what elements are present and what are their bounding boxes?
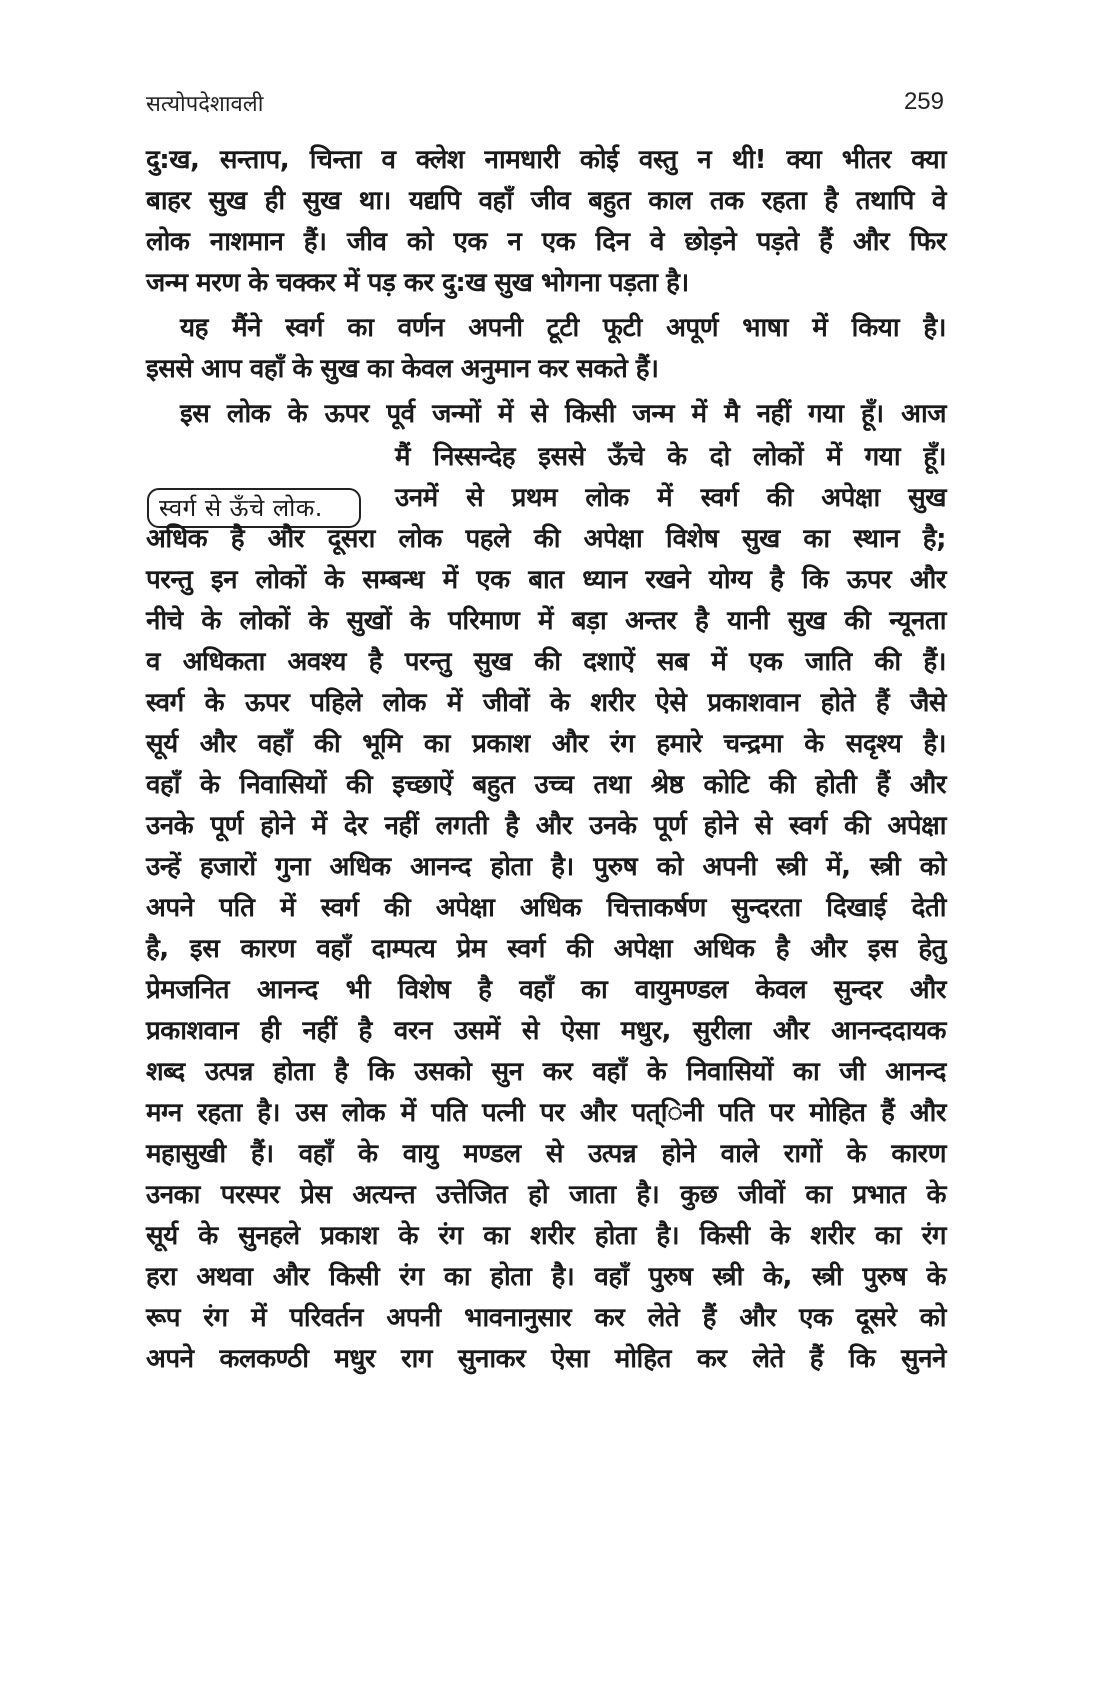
text-line: लोक नाशमान हैं। जीव को एक न एक दिन वे छोड़ने पड़ते हैं और फिर (146, 227, 946, 257)
text-line: इस लोक के ऊपर पूर्व जन्मों में से किसी जन्म में मै नहीं गया हूँ। आज (180, 399, 946, 429)
page-number: 259 (903, 88, 944, 115)
text-line: जन्म मरण के चक्कर में पड़ कर दु:ख सुख भोगना पड़ता है। (146, 268, 689, 298)
text-line: उनमें से प्रथम लोक में स्वर्ग की अपेक्षा सुख (395, 483, 946, 513)
text-line: सूर्य और वहाँ की भूमि का प्रकाश और रंग हमारे चन्द्रमा के सदृश्य है। (146, 729, 946, 759)
text-line: प्रेमजनित आनन्द भी विशेष है वहाँ का वायुमण्डल केवल सुन्दर और (146, 975, 946, 1005)
text-line: नीचे के लोकों के सुखों के परिमाण में बड़ा अन्तर है यानी सुख की न्यूनता (146, 606, 946, 636)
text-line: मैं निस्सन्देह इससे ऊँचे के दो लोकों में गया हूँ। (395, 442, 946, 472)
text-line: इससे आप वहाँ के सुख का केवल अनुमान कर सकते हैं। (146, 354, 659, 384)
text-line: यह मैंने स्वर्ग का वर्णन अपनी टूटी फूटी अपूर्ण भाषा में किया है। (180, 313, 946, 343)
text-line: महासुखी हैं। वहाँ के वायु मण्डल से उत्पन्न होने वाले रागों के कारण (146, 1139, 946, 1169)
text-line: उनका परस्पर प्रेस अत्यन्त उत्तेजित हो जाता है। कुछ जीवों का प्रभात के (146, 1180, 946, 1210)
text-line: अधिक है और दूसरा लोक पहले की अपेक्षा विशेष सुख का स्थान है; (146, 524, 946, 554)
text-line: अपने कलकण्ठी मधुर राग सुनाकर ऐसा मोहित कर लेते हैं कि सुनने (146, 1344, 946, 1374)
text-line: उन्हें हजारों गुना अधिक आनन्द होता है। पुरुष को अपनी स्त्री में, स्त्री को (146, 852, 946, 882)
text-line: स्वर्ग के ऊपर पहिले लोक में जीवों के शरीर ऐसे प्रकाशवान होते हैं जैसे (146, 688, 946, 718)
text-line: बाहर सुख ही सुख था। यद्यपि वहाँ जीव बहुत काल तक रहता है तथापि वे (146, 186, 946, 216)
text-line: प्रकाशवान ही नहीं है वरन उसमें से ऐसा मधुर, सुरीला और आनन्ददायक (146, 1016, 946, 1046)
text-line: अपने पति में स्वर्ग की अपेक्षा अधिक चित्ताकर्षण सुन्दरता दिखाई देती (146, 893, 946, 923)
text-line: मग्न रहता है। उस लोक में पति पत्नी पर और पत्िनी पति पर मोहित हैं और (146, 1098, 946, 1128)
text-line: रूप रंग में परिवर्तन अपनी भावनानुसार कर लेते हैं और एक दूसरे को (146, 1303, 946, 1333)
text-line: वहाँ के निवासियों की इच्छाऐं बहुत उच्च तथा श्रेष्ठ कोटि की होती हैं और (146, 770, 946, 800)
text-line: सूर्य के सुनहले प्रकाश के रंग का शरीर होता है। किसी के शरीर का रंग (146, 1221, 946, 1251)
text-line: हरा अथवा और किसी रंग का होता है। वहाँ पुरुष स्त्री के, स्त्री पुरुष के (146, 1262, 946, 1292)
text-line: दु:ख, सन्ताप, चिन्ता व क्लेश नामधारी कोई वस्तु न थी! क्या भीतर क्या (146, 145, 946, 175)
text-line: शब्द उत्पन्न होता है कि उसको सुन कर वहाँ के निवासियों का जी आनन्द (146, 1057, 946, 1087)
text-line: उनके पूर्ण होने में देर नहीं लगती है और उनके पूर्ण होने से स्वर्ग की अपेक्षा (146, 811, 946, 841)
text-line: परन्तु इन लोकों के सम्बन्ध में एक बात ध्यान रखने योग्य है कि ऊपर और (146, 565, 946, 595)
side-note-box: स्वर्ग से ऊँचे लोक. (147, 488, 361, 528)
running-header-title: सत्योपदेशावली (146, 92, 264, 117)
text-line: है, इस कारण वहाँ दाम्पत्य प्रेम स्वर्ग की अपेक्षा अधिक है और इस हेतु (146, 934, 946, 964)
text-line: व अधिकता अवश्य है परन्तु सुख की दशाऐं सब में एक जाति की हैं। (146, 647, 946, 677)
